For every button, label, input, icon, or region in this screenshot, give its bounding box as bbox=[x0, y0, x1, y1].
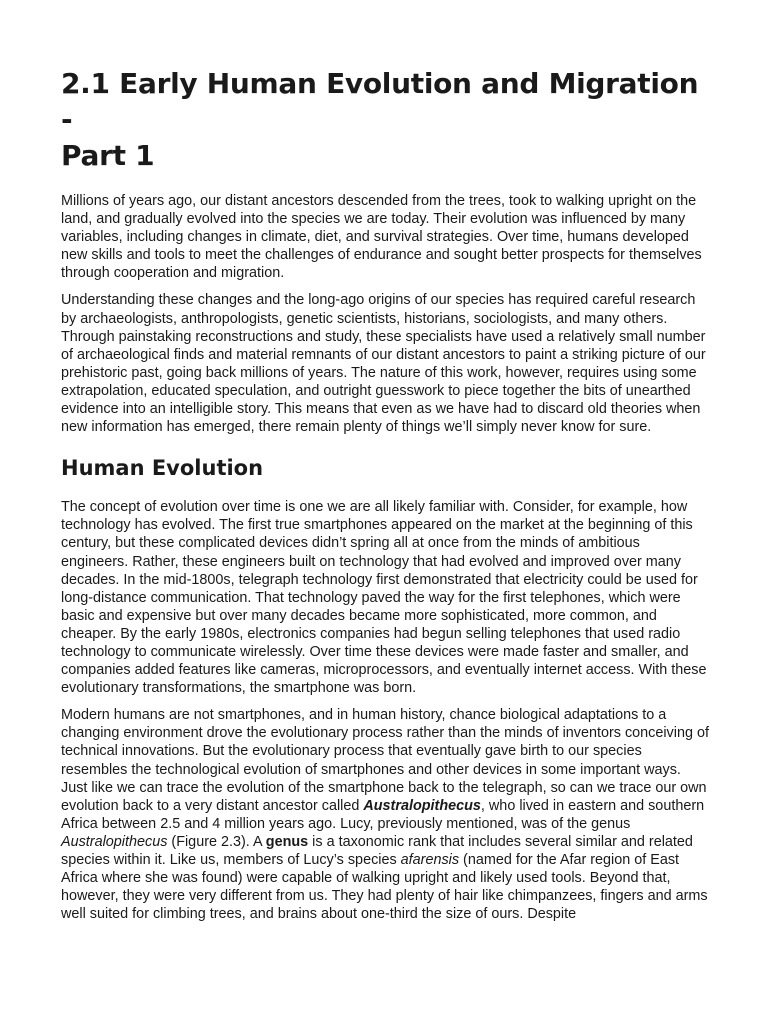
intro-paragraph-2: Understanding these changes and the long-ago origins of our species has required careful research by archaeologists, anthropologists, genetic scientists, historians, sociologists, and many others. Through painstaking reconstructions and study, these specialists have used a relatively small number of archaeological finds and material remnants of our distant ancestors to paint a striking picture of our prehistoric past, going back millions of years. The nature of this work, however, requires using some extrapolation, educated speculation, and outright guesswork to piece together the bits of unearthed evidence into an intelligible story. This means that even as we have had to discard old theories when new information has emerged, there remain plenty of things we’ll simply never know for sure. bbox=[61, 292, 706, 436]
term-genus: genus bbox=[265, 833, 309, 850]
text-run: , who lived in eastern and southern Africa between 2.5 and 4 million years ago. Lucy, previously mentioned, was of the genus bbox=[61, 797, 705, 832]
body-paragraph-technology: The concept of evolution over time is one we are all likely familiar with. Consider, for example, how technology has evolved. The first true smartphones appeared on the market at the beginning of this century, but these complicated devices didn’t spring all at once from the minds of ambitious engineers. Rather, these engineers built on technology that had evolved and improved over many decades. In the mid-1800s, telegraph technology first demonstrated that electricity could be used for long-distance communication. That technology paved the way for the first telephones, which were basic and expensive but over many decades became more sophisticated, more common, and cheaper. By the early 1980s, electronics companies had begun selling telephones that used radio technology to communicate wirelessly. Over time these devices were made faster and smaller, and companies added features like cameras, microprocessors, and eventually internet access. With these evolutionary transformations, the smartphone was born. bbox=[61, 499, 707, 697]
intro-paragraph-1: Millions of years ago, our distant ancestors descended from the trees, took to walking upright on the land, and gradually evolved into the species we are today. Their evolution was influenced by many variables, including changes in climate, diet, and survival strategies. Over time, humans developed new skills and tools to meet the challenges of endurance and sought better prospects for themselves through cooperation and migration. bbox=[61, 193, 702, 282]
page-title-line-1: 2.1 Early Human Evolution and Migration - bbox=[61, 67, 699, 136]
text-run: (named for the Afar region of East Africa where she was found) were capable of walking upright and likely used tools. Beyond that, however, they were very different from us. They had plenty of hair like chimpanzees, fingers and arms well suited for climbing trees, and brains about one-third the size of ours. Despite bbox=[61, 852, 708, 923]
text-run: Modern humans are not smartphones, and in human history, chance biological adaptations to a changing environment drove the evolutionary process rather than the minds of inventors conceiving of technical innovations. But the evolutionary process that eventually gave birth to our species resembles the technological evolution of smartphones and other devices in some important ways. Just like we can trace the evolution of the smartphone back to the telegraph, so can we trace our own evolution back to a very distant ancestor called bbox=[61, 707, 709, 814]
text-run: is a taxonomic rank that includes several similar and related species within it. Like us, members of Lucy’s species bbox=[61, 833, 693, 868]
section-heading-human-evolution: Human Evolution bbox=[61, 456, 264, 481]
body-paragraph-modern-humans bbox=[61, 706, 709, 923]
page-title bbox=[61, 66, 709, 174]
page-title-line-2: Part 1 bbox=[61, 139, 155, 172]
text-run: (Figure 2.3). A bbox=[167, 833, 266, 850]
genus-name-australopithecus: Australopithecus bbox=[61, 833, 168, 850]
page-content bbox=[61, 66, 709, 923]
term-australopithecus: Australopithecus bbox=[363, 797, 481, 814]
species-name-afarensis: afarensis bbox=[400, 852, 460, 868]
